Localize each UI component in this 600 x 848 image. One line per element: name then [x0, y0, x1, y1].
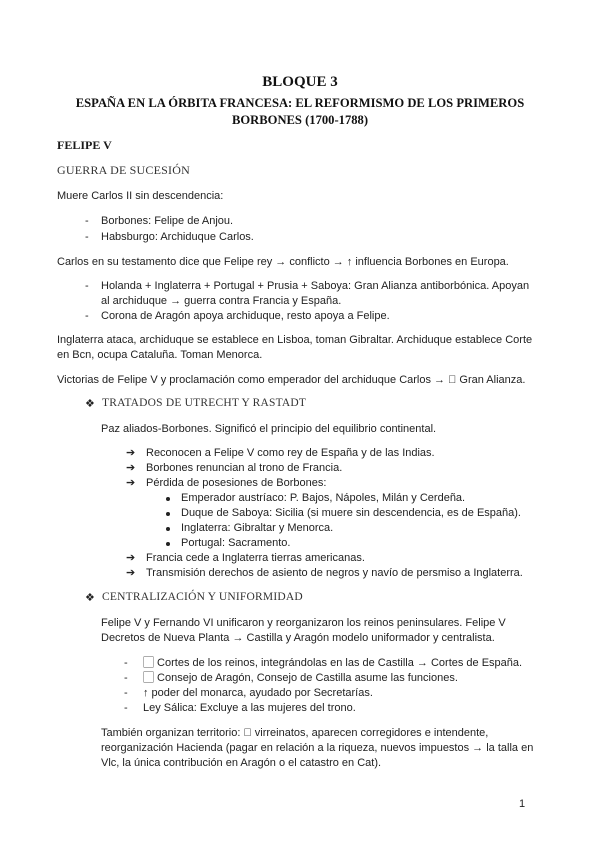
loss-saboya: Duque de Saboya: Sicilia (si muere sin descendencia, es de España). [181, 507, 521, 519]
aragon-text: Corona de Aragón apoya archiduque, resto apoya a Felipe. [101, 310, 390, 322]
centralizacion-intro-2: Decretos de Nueva Planta → Castilla y Aragón modelo uniformador y centralista. [101, 632, 495, 644]
dot-bullet [166, 497, 170, 501]
centralizacion-intro-1: Felipe V y Fernando VI unificaron y reorganizaron los reinos peninsulares. Felipe V [101, 617, 506, 629]
page-number: 1 [519, 798, 526, 810]
territorio-line-2: reorganización Hacienda (pagar en relación a la riqueza, nuevos impuestos → la talla en [101, 742, 534, 754]
dash-bullet: - [124, 687, 128, 699]
arrow-bullet-icon: ➔ [126, 447, 136, 459]
diamond-bullet-icon: ❖ [85, 592, 95, 604]
diamond-bullet-icon: ❖ [85, 398, 95, 410]
guerra-intro: Muere Carlos II sin descendencia: [57, 190, 224, 202]
utrecht-point-3: Pérdida de posesiones de Borbones: [146, 477, 327, 489]
testamento-text: Carlos en su testamento dice que Felipe rey → conflicto → ↑ influencia Borbones en Europa. [57, 256, 509, 268]
felipe-heading: FELIPE V [57, 138, 112, 152]
dash-bullet: - [85, 215, 89, 227]
dash-bullet: - [124, 672, 128, 684]
utrecht-intro: Paz aliados-Borbones. Significó el principio del equilibrio continental. [101, 423, 437, 435]
arrow-bullet-icon: ➔ [126, 552, 136, 564]
victorias-text: Victorias de Felipe V y proclamación como emperador del archiduque Carlos → ⃞ Gran Alianza. [57, 374, 526, 386]
utrecht-point-2: Borbones renuncian al trono de Francia. [146, 462, 343, 474]
utrecht-point-5: Transmisión derechos de asiento de negros y navío de persmiso a Inglaterra. [146, 567, 523, 579]
centralizacion-heading: CENTRALIZACIÓN Y UNIFORMIDAD [102, 591, 303, 603]
subtitle-line-1: ESPAÑA EN LA ÓRBITA FRANCESA: EL REFORMISMO DE LOS PRIMEROS [75, 96, 525, 110]
central-item-2: ⃞ Consejo de Aragón, Consejo de Castilla asume las funciones. [143, 672, 458, 684]
loss-inglaterra: Inglaterra: Gibraltar y Menorca. [181, 522, 334, 534]
central-item-1: ⃞ Cortes de los reinos, integrándolas en las de Castilla → Cortes de España. [143, 657, 523, 669]
page-subtitle [0, 95, 600, 129]
dash-bullet: - [124, 657, 128, 669]
central-item-4: Ley Sálica: Excluye a las mujeres del trono. [143, 702, 356, 714]
dash-bullet: - [124, 702, 128, 714]
utrecht-point-4: Francia cede a Inglaterra tierras americanas. [146, 552, 365, 564]
utrecht-heading: TRATADOS DE UTRECHT Y RASTADT [102, 397, 307, 409]
dot-bullet [166, 512, 170, 516]
subtitle-line-2: BORBONES (1700-1788) [231, 113, 369, 127]
dot-bullet [166, 542, 170, 546]
arrow-bullet-icon: ➔ [126, 567, 136, 579]
territorio-line-1: También organizan territorio: ⃞ virreinatos, aparecen corregidores e intendente, [101, 727, 489, 739]
loss-austria: Emperador austríaco: P. Bajos, Nápoles, Milán y Cerdeña. [181, 492, 466, 504]
alliance-line-1: Holanda + Inglaterra + Portugal + Prusia + Saboya: Gran Alianza antiborbónica. Apoyan [101, 280, 530, 292]
inglaterra-line-1: Inglaterra ataca, archiduque se establece en Lisboa, toman Gibraltar. Archiduque establece Corte [57, 334, 533, 346]
guerra-heading: GUERRA DE SUCESIÓN [57, 163, 190, 177]
utrecht-point-1: Reconocen a Felipe V como rey de España y de las Indias. [146, 447, 435, 459]
candidate-habsburgo: Habsburgo: Archiduque Carlos. [101, 231, 254, 243]
dot-bullet [166, 527, 170, 531]
arrow-bullet-icon: ➔ [126, 477, 136, 489]
territorio-line-3: Vlc, la única contribución en Aragón o el catastro en Cat). [101, 757, 382, 769]
loss-portugal: Portugal: Sacramento. [181, 537, 291, 549]
dash-bullet: - [85, 310, 89, 322]
page-title: BLOQUE 3 [262, 74, 338, 90]
dash-bullet: - [85, 231, 89, 243]
central-item-3: ↑ poder del monarca, ayudado por Secretarías. [143, 687, 373, 699]
inglaterra-line-2: en Bcn, ocupa Cataluña. Toman Menorca. [57, 349, 263, 361]
candidate-borbones: Borbones: Felipe de Anjou. [101, 215, 234, 227]
dash-bullet: - [85, 280, 89, 292]
arrow-bullet-icon: ➔ [126, 462, 136, 474]
alliance-line-2: al archiduque → guerra contra Francia y España. [101, 295, 342, 307]
